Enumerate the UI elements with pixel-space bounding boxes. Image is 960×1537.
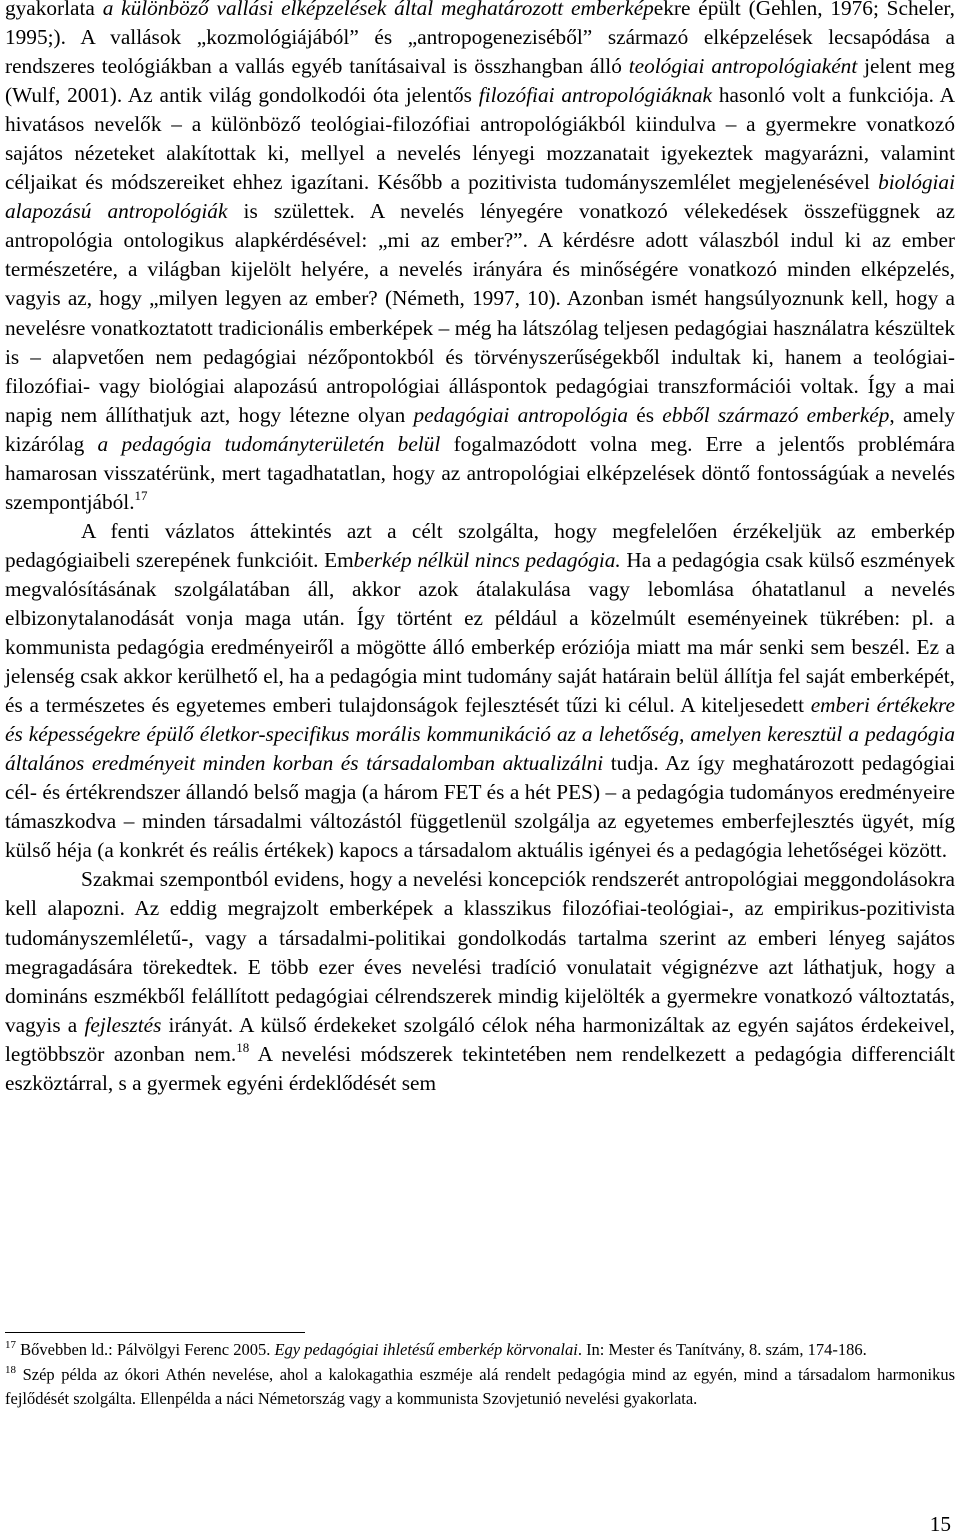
body-text bbox=[5, 0, 955, 1098]
text-run: Szép példa az ókori Athén nevelése, ahol a kalokagathia eszméje alá rendelt pedagógia mind az egyén, mind a társadalom harmonikus fejlődését szolgálta. Ellenpélda a náci Németország vagy a kommunista Szovjetunió nevelési gyakorlata. bbox=[5, 1364, 955, 1408]
footnote-reference: 17 bbox=[134, 487, 148, 503]
text-run: A fenti vázlatos áttekintés azt a célt szolgálta, hogy megfelelően érzékeljük az emberkép pedagógiaibeli szerepének funkcióit. Em bbox=[5, 518, 955, 572]
footnote bbox=[5, 1363, 955, 1412]
text-run: Szakmai szempontból evidens, hogy a nevelési koncepciók rendszerét antropológiai meggondolásokra kell alapozni. Az eddig megrajzolt emberképek a klasszikus filozófiai-teológiai-, az empirikus-pozitivista tudományszemléletű-, vagy a társadalmi-politikai gondolkodás tartalma szerint az emberi lényeg sajátos megragadására törekedtek. E több ezer éves nevelési tradíció vonulatait végignézve azt láthatjuk, hogy a domináns eszmékből felállított pedagógiai célrendszerek mindig kijelölték a gyermekre vonatkozó változtatás, vagyis a bbox=[5, 867, 955, 1037]
italic-text: berkép nélkül nincs pedagógia. bbox=[353, 547, 621, 572]
text-run: jelent meg (Wulf, 2001). Az antik világ gondolkodói óta jelentős bbox=[5, 54, 955, 108]
paragraph bbox=[5, 0, 955, 517]
text-run: A nevelési módszerek tekintetében nem rendelkezett a pedagógia differenciált eszköztárral, s a gyermek egyéni érdeklődését sem bbox=[5, 1041, 956, 1095]
italic-text: emberi értékekre és képességekre épülő életkor-specifikus morális kommunikáció az a lehetőség, amelyen keresztül a pedagógia általános eredményeit minden korban és társadalomban aktualizálni bbox=[5, 693, 955, 776]
footnote-reference: 17 bbox=[5, 1339, 16, 1351]
text-run: ekre épült (Gehlen, 1976; Scheler, 1995;). A vallások „kozmológiájából” és „antropogeneziséből” származó elképzelések lecsapódása a rendszeres teológiákban a vallás egyéb tanításaival is összhangban álló bbox=[5, 0, 955, 79]
footnote-reference: 18 bbox=[236, 1039, 250, 1055]
text-run: fogalmazódott volna meg. Erre a jelentős problémára hamarosan visszatérünk, mert tagadhatatlan, hogy az antropológiai elképzelések döntő fontosságúak a nevelés szempontjából. bbox=[5, 431, 955, 514]
text-run: is születtek. A nevelés lényegére vonatkozó vélekedések összefüggnek az antropológia ontologikus alapkérdésével: „mi az ember?”. A kérdésre adott válaszból indul ki az ember természetére, a világban kijelölt helyére, a nevelés irányára és minőségére vonatkozó minden elképzelés, vagyis az, hogy „milyen legyen az ember? (Németh, 1997, 10). Azonban ismét hangsúlyoznunk kell, hogy a nevelésre vonatkoztatott tradicionális emberképek – még ha látszólag teljesen pedagógiai használatra készültek is – alapvetően nem pedagógiai nézőpontokból és törvényszerűségekből indultak ki, hanem a teológiai- filozófiai- vagy biológiai alapozású antropológiai álláspontok pedagógiai transzformációi voltak. Így a mai napig nem állíthatjuk azt, hogy létezne olyan bbox=[5, 199, 955, 427]
footnotes bbox=[5, 1338, 955, 1412]
footnote-separator bbox=[5, 1332, 305, 1333]
text-run: tudja. Az így meghatározott pedagógiai cél- és értékrendszer állandó belső magja (a három FET és a hét PES) – a pedagógia tudományos eredményeire támaszkodva – minden társadalmi változástól függetlenül szolgálja az egyetemes emberfejlesztés ügyét, míg külső héja (a konkrét és reális értékek) kapocs a társadalom aktuális igényei és a pedagógia lehetőségei között. bbox=[5, 751, 955, 863]
text-run: Bővebben ld.: Pálvölgyi Ferenc 2005. bbox=[16, 1340, 275, 1359]
page-number: 15 bbox=[929, 1512, 951, 1536]
paragraph bbox=[5, 517, 955, 866]
footnote bbox=[5, 1338, 955, 1363]
footnote-reference: 18 bbox=[5, 1363, 16, 1376]
paragraph bbox=[5, 865, 955, 1097]
italic-text: biológiai alapozású antropológiák bbox=[5, 170, 955, 224]
italic-text: Egy pedagógiai ihletésű emberkép körvonalai bbox=[274, 1340, 578, 1359]
text-run: Ha a pedagógia csak külső eszmények megvalósításának szolgálatában áll, akkor azok átalakulása vagy lebomlása óhatatlanul a nevelés elbizonytalanodását vonja maga után. Így történt ez például a közelmúlt eseményeinek tükrében: pl. a kommunista pedagógia eredményeiről a mögötte álló emberkép eróziója miatt ma már senki sem beszél. Ez a jelenség csak akkor kerülhető el, ha a pedagógia mint tudomány saját határain belül állítja fel saját emberképét, és a természetes és egyetemes emberi tulajdonságok fejlesztését tűzi ki célul. A kiteljesedett bbox=[5, 547, 956, 718]
italic-text: a pedagógia tudományterületén belül bbox=[97, 431, 441, 456]
italic-text: filozófiai antropológiáknak bbox=[478, 83, 713, 108]
text-run: irányát. A külső érdekeket szolgáló célok néha harmonizáltak az egyén sajátos érdekeivel, legtöbbször azonban nem. bbox=[5, 1012, 955, 1066]
italic-text: pedagógiai antropológia bbox=[413, 402, 629, 427]
text-run: gyakorlata bbox=[5, 0, 103, 20]
text-run: hasonló volt a funkciója. A hivatásos nevelők – a különböző teológiai-filozófiai antropológiákból kiindulva – a gyermekre vonatkozó sajátos nézeteket alakítottak ki, mellyel a nevelés lényegi mozzanatait igyekeztek magyarázni, valamint céljaikat és módszereiket ehhez igazítani. Később a pozitivista tudományszemlélet megjelenésével bbox=[5, 83, 955, 195]
text-run: . In: Mester és Tanítvány, 8. szám, 174-186. bbox=[577, 1340, 867, 1359]
italic-text: fejlesztés bbox=[84, 1012, 162, 1037]
italic-text: a különböző vallási elképzelések által meghatározott emberkép bbox=[102, 0, 654, 20]
text-run: és bbox=[628, 402, 663, 427]
italic-text: ebből származó emberkép bbox=[662, 402, 890, 427]
italic-text: teológiai antropológiaként bbox=[628, 54, 858, 79]
text-run: , amely kizárólag bbox=[5, 402, 956, 456]
